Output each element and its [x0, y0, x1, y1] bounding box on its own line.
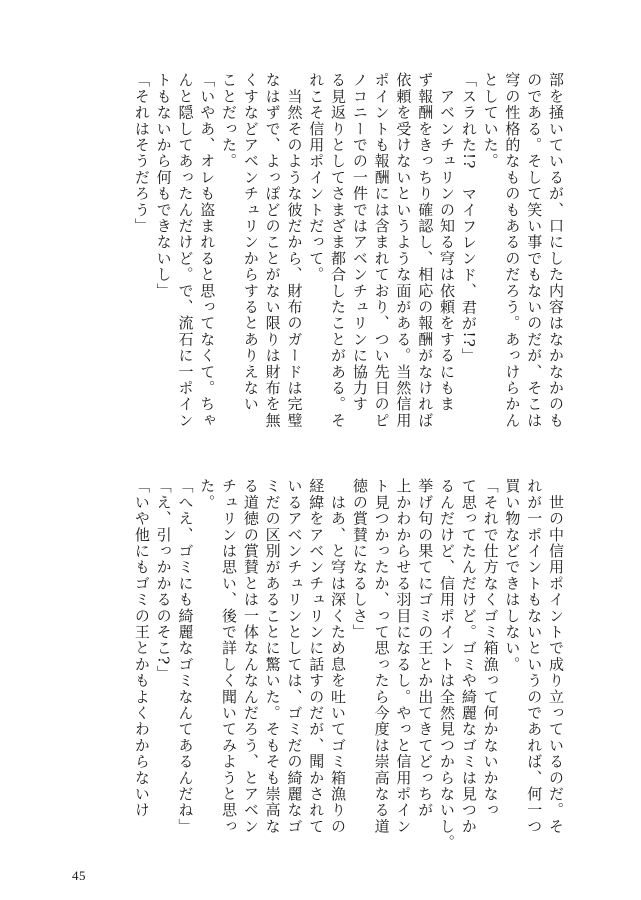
text-line: 「いやあ、オレも盗まれると思ってなくて。ちゃ	[198, 72, 217, 429]
text-line: はあ、と穹は深くため息を吐いてゴミ箱漁りの	[329, 478, 348, 835]
text-line: ず報酬をきっちり確認し、相応の報酬がなければ	[416, 72, 435, 429]
page-number: 45	[72, 868, 86, 883]
text-line: 「それで仕方なくゴミ箱漁って何かないかなっ	[481, 478, 500, 819]
text-line: れが一ポイントもないというのであれば、何一つ	[525, 478, 544, 835]
upper-text-block	[86, 72, 566, 464]
text-line: ミだの区別があることに驚いた。そもそも崇高な	[263, 478, 282, 835]
text-line: 上かわからせる羽目になるし。やっと信用ポイン	[394, 478, 413, 835]
text-line: た。	[198, 478, 217, 511]
text-line: 「スラれた!? マイフレンド、君が!?」	[459, 72, 478, 365]
text-line: のである。そして笑い事でもないのだが、そこは	[525, 72, 544, 429]
text-line: れこそ信用ポイントだって。	[307, 72, 326, 283]
text-line: ことだった。	[220, 72, 239, 170]
text-line: んと隠してあったんだけど。で、流石に一ポイン	[176, 72, 195, 429]
text-line: アベンチュリンの知る穹は依頼をするにもま	[438, 72, 457, 413]
text-line: 「それはそうだろう」	[132, 72, 151, 234]
text-line: 挙げ句の果てにゴミの王とか出てきてどっちが	[416, 478, 435, 819]
text-line: いるアベンチュリンとしては、ゴミだの綺麗なゴ	[285, 478, 304, 835]
text-line: なはずで、よっぽどのことがない限りは財布を無	[263, 72, 282, 429]
text-line: 穹の性格的なものもあるのだろう。あっけらかん	[503, 72, 522, 429]
text-line: 「いや他にもゴミの王とかもよくわからないけ	[132, 478, 151, 819]
text-line: 部を掻いているが、口にした内容はなかなかのも	[547, 72, 565, 429]
text-line: 経緯をアベンチュリンに話すのだが、聞かされて	[307, 478, 326, 835]
text-line: 「へえ、ゴミにも綺麗なゴミなんてあるんだね」	[176, 478, 195, 835]
text-line: 買い物などできはしない。	[503, 478, 522, 673]
text-line: トもないから何もできないし」	[154, 72, 173, 299]
text-line: くすなどアベンチュリンからするとありえない	[241, 72, 260, 413]
text-line: 依頼を受けないというような面がある。当然信用	[394, 72, 413, 429]
text-line: 世の中信用ポイントで成り立っているのだ。そ	[547, 478, 565, 835]
text-line: チュリンは思い、後で詳しく聞いてみようと思っ	[220, 478, 239, 835]
text-line: ノコニーでの一件ではアベンチュリンに協力す	[350, 72, 369, 413]
text-line: としていた。	[481, 72, 500, 170]
text-line: ト見つかったか、って思ったら今度は崇高なる道	[372, 478, 391, 835]
text-line: ポイントも報酬には含まれており、つい先日のピ	[372, 72, 391, 429]
lower-text-block	[130, 478, 566, 870]
text-line: 当然そのような彼だから、財布のガードは完璧	[285, 72, 304, 429]
text-line: るんだけど、信用ポイントは全然見つからないし。	[438, 478, 457, 851]
text-line: る見返りとしてさまざま都合したことがある。そ	[329, 72, 348, 429]
text-line: て思ってたんだけど。ゴミや綺麗なゴミは見つか	[459, 478, 478, 835]
text-line: る道徳の賞賛とは一体なんなんだろう、とアベン	[241, 478, 260, 835]
text-line: 徳の賞賛になるしさ」	[350, 478, 369, 640]
text-line: 「え、引っかかるのそこ?」	[154, 478, 173, 682]
